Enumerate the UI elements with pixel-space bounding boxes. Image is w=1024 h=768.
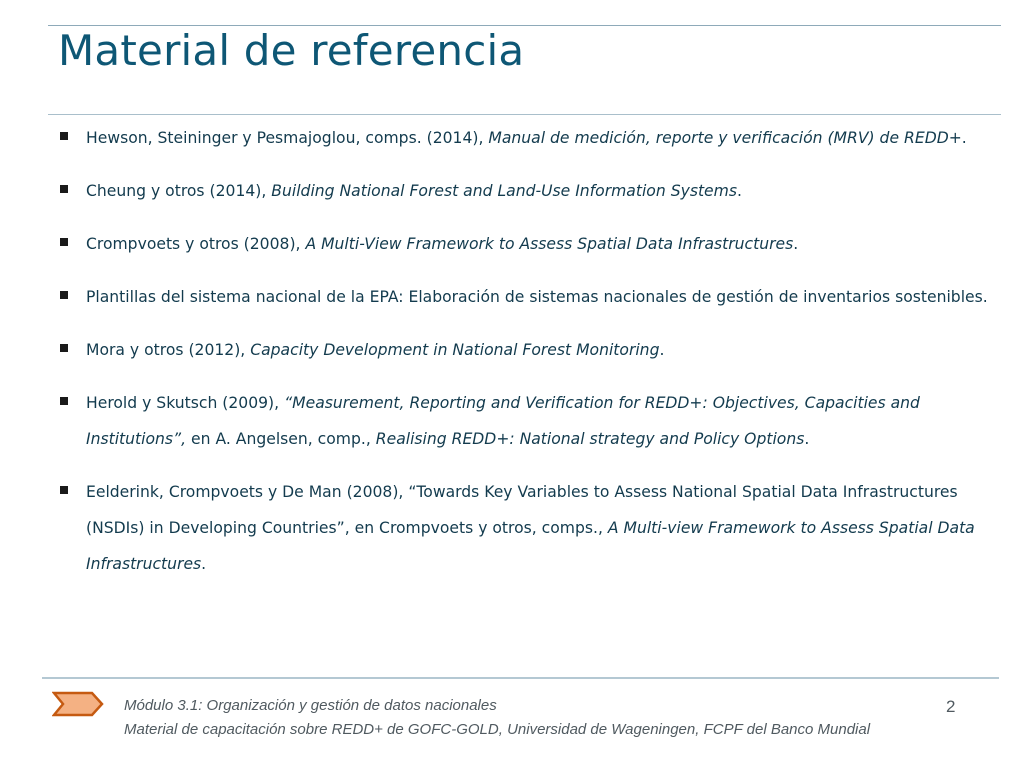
reference-text: en A. Angelsen, comp., bbox=[186, 430, 376, 448]
footer-credits: Material de capacitación sobre REDD+ de GOFC-GOLD, Universidad de Wageningen, FCPF del Banco Mundial bbox=[124, 721, 871, 738]
reference-list bbox=[58, 120, 993, 599]
reference-text: Mora y otros (2012), bbox=[86, 341, 251, 359]
reference-item bbox=[58, 279, 993, 315]
reference-text: . bbox=[793, 235, 799, 253]
reference-title: Building National Forest and Land-Use Information Systems bbox=[271, 182, 737, 200]
reference-text: . bbox=[804, 430, 810, 448]
reference-text: Cheung y otros (2014), bbox=[86, 182, 272, 200]
reference-text: Eelderink, Crompvoets y De Man (2008), “Towards Key Variables to Assess National Spatial Data Infrastructures (NSDIs) in Developing Countries”, en Crompvoets y otros, comps., bbox=[86, 483, 958, 537]
reference-text: . bbox=[736, 182, 742, 200]
reference-title: Manual de medición, reporte y verificación (MRV) de REDD+ bbox=[488, 129, 962, 147]
square-bullet-icon bbox=[60, 132, 68, 140]
reference-title: Capacity Development in National Forest Monitoring bbox=[250, 341, 660, 359]
square-bullet-icon bbox=[60, 344, 68, 352]
page-number: 2 bbox=[946, 697, 956, 716]
reference-item bbox=[58, 173, 993, 209]
reference-text: Plantillas del sistema nacional de la EPA: Elaboración de sistemas nacionales de gestión de inventarios sostenibles. bbox=[86, 288, 988, 306]
reference-text: Herold y Skutsch (2009), bbox=[86, 394, 285, 412]
footer-divider bbox=[42, 677, 999, 679]
reference-title: Realising REDD+: National strategy and Policy Options bbox=[375, 430, 805, 448]
footer-module-title: Módulo 3.1: Organización y gestión de datos nacionales bbox=[124, 697, 497, 714]
reference-item bbox=[58, 226, 993, 262]
reference-item bbox=[58, 332, 993, 368]
square-bullet-icon bbox=[60, 397, 68, 405]
reference-item bbox=[58, 385, 993, 457]
square-bullet-icon bbox=[60, 185, 68, 193]
reference-text: . bbox=[659, 341, 665, 359]
reference-text: . bbox=[201, 555, 207, 573]
title-divider bbox=[48, 114, 1001, 115]
slide-title: Material de referencia bbox=[58, 26, 525, 75]
square-bullet-icon bbox=[60, 291, 68, 299]
reference-title: A Multi-view Framework to Assess Spatial Data Infrastructures bbox=[86, 519, 975, 573]
reference-text: . bbox=[961, 129, 967, 147]
square-bullet-icon bbox=[60, 486, 68, 494]
square-bullet-icon bbox=[60, 238, 68, 246]
reference-item bbox=[58, 120, 993, 156]
chevron-arrow-icon bbox=[52, 691, 104, 717]
reference-title: A Multi-View Framework to Assess Spatial Data Infrastructures bbox=[305, 235, 794, 253]
reference-text: Hewson, Steininger y Pesmajoglou, comps. (2014), bbox=[86, 129, 489, 147]
reference-title: “Measurement, Reporting and Verification for REDD+: Objectives, Capacities and Institutions”, bbox=[86, 394, 920, 448]
reference-item bbox=[58, 474, 993, 582]
reference-text: Crompvoets y otros (2008), bbox=[86, 235, 306, 253]
